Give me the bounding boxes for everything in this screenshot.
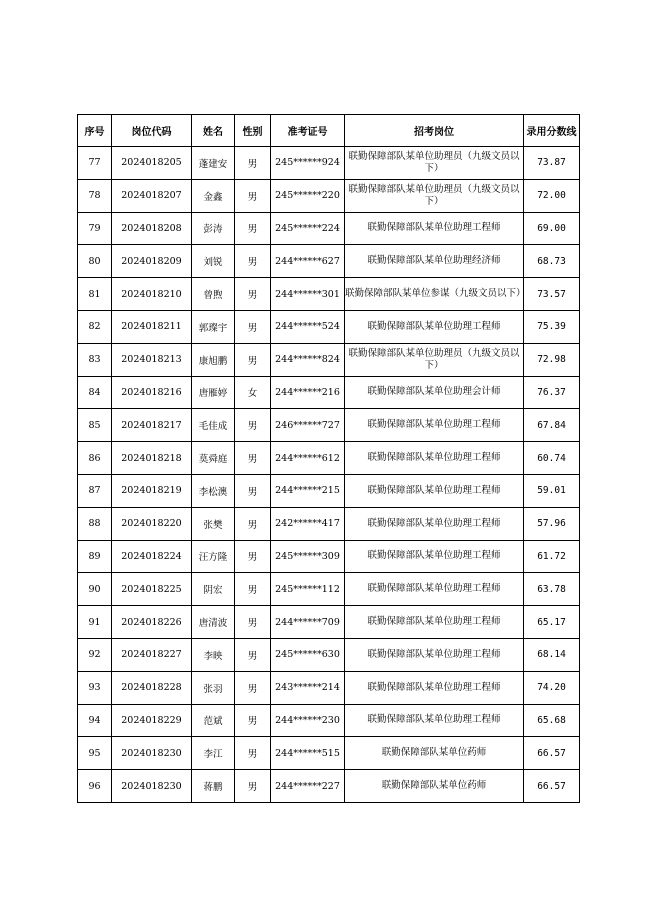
- candidate-gender: 男: [235, 507, 271, 540]
- table-row: [78, 245, 580, 278]
- admission-score: 73.87: [524, 147, 580, 180]
- row-number: 94: [78, 704, 112, 737]
- admission-score: 68.73: [524, 245, 580, 278]
- table-row: [78, 147, 580, 180]
- recruit-post: 联勤保障部队某单位助理工程师: [345, 212, 524, 245]
- admission-score: 60.74: [524, 442, 580, 475]
- candidate-name: 范斌: [192, 704, 235, 737]
- table-row: [78, 376, 580, 409]
- ticket-number: 244******612: [271, 442, 345, 475]
- candidate-gender: 男: [235, 606, 271, 639]
- row-number: 84: [78, 376, 112, 409]
- ticket-number: 245******630: [271, 638, 345, 671]
- admission-score: 66.57: [524, 737, 580, 770]
- table-row: [78, 179, 580, 212]
- recruit-post: 联勤保障部队某单位参谋（九级文员以下）: [345, 278, 524, 311]
- admission-score: 72.00: [524, 179, 580, 212]
- row-number: 95: [78, 737, 112, 770]
- admission-score: 63.78: [524, 573, 580, 606]
- admission-score: 75.39: [524, 310, 580, 343]
- candidate-gender: 男: [235, 278, 271, 311]
- candidate-name: 张羽: [192, 671, 235, 704]
- candidate-gender: 男: [235, 770, 271, 803]
- header-no: 序号: [78, 115, 112, 147]
- row-number: 90: [78, 573, 112, 606]
- position-code: 2024018209: [112, 245, 192, 278]
- table-row: [78, 671, 580, 704]
- candidate-name: 唐清波: [192, 606, 235, 639]
- ticket-number: 245******309: [271, 540, 345, 573]
- admission-score: 69.00: [524, 212, 580, 245]
- position-code: 2024018229: [112, 704, 192, 737]
- position-code: 2024018228: [112, 671, 192, 704]
- position-code: 2024018226: [112, 606, 192, 639]
- header-post: 招考岗位: [345, 115, 524, 147]
- candidate-name: 郭璨宇: [192, 310, 235, 343]
- ticket-number: 244******301: [271, 278, 345, 311]
- candidate-name: 彭涛: [192, 212, 235, 245]
- ticket-number: 244******215: [271, 474, 345, 507]
- admission-score: 72.98: [524, 343, 580, 376]
- row-number: 89: [78, 540, 112, 573]
- table-row: [78, 638, 580, 671]
- table-row: [78, 770, 580, 803]
- recruit-post: 联勤保障部队某单位药师: [345, 770, 524, 803]
- recruit-post: 联勤保障部队某单位助理工程师: [345, 442, 524, 475]
- table-row: [78, 507, 580, 540]
- ticket-number: 244******227: [271, 770, 345, 803]
- candidate-gender: 男: [235, 310, 271, 343]
- position-code: 2024018207: [112, 179, 192, 212]
- candidate-gender: 男: [235, 671, 271, 704]
- table-row: [78, 310, 580, 343]
- position-code: 2024018224: [112, 540, 192, 573]
- recruit-post: 联勤保障部队某单位助理工程师: [345, 409, 524, 442]
- position-code: 2024018211: [112, 310, 192, 343]
- position-code: 2024018210: [112, 278, 192, 311]
- position-code: 2024018218: [112, 442, 192, 475]
- position-code: 2024018208: [112, 212, 192, 245]
- header-row: [78, 115, 580, 147]
- recruit-post: 联勤保障部队某单位助理员（九级文员以下）: [345, 147, 524, 180]
- recruit-post: 联勤保障部队某单位助理工程师: [345, 573, 524, 606]
- candidate-gender: 男: [235, 212, 271, 245]
- table-row: [78, 704, 580, 737]
- candidate-gender: 男: [235, 245, 271, 278]
- row-number: 92: [78, 638, 112, 671]
- position-code: 2024018217: [112, 409, 192, 442]
- recruit-post: 联勤保障部队某单位助理工程师: [345, 507, 524, 540]
- recruit-post: 联勤保障部队某单位助理工程师: [345, 671, 524, 704]
- candidate-gender: 男: [235, 474, 271, 507]
- recruit-post: 联勤保障部队某单位助理会计师: [345, 376, 524, 409]
- candidate-gender: 男: [235, 179, 271, 212]
- position-code: 2024018213: [112, 343, 192, 376]
- ticket-number: 245******224: [271, 212, 345, 245]
- table-row: [78, 737, 580, 770]
- recruit-post: 联勤保障部队某单位药师: [345, 737, 524, 770]
- candidate-gender: 女: [235, 376, 271, 409]
- candidate-name: 蒋鹏: [192, 770, 235, 803]
- table-row: [78, 540, 580, 573]
- candidate-name: 张樊: [192, 507, 235, 540]
- row-number: 80: [78, 245, 112, 278]
- header-name: 姓名: [192, 115, 235, 147]
- row-number: 91: [78, 606, 112, 639]
- recruit-post: 联勤保障部队某单位助理员（九级文员以下）: [345, 343, 524, 376]
- position-code: 2024018230: [112, 737, 192, 770]
- recruit-post: 联勤保障部队某单位助理经济师: [345, 245, 524, 278]
- header-score: 录用分数线: [524, 115, 580, 147]
- candidate-name: 蓬建安: [192, 147, 235, 180]
- candidate-name: 阴宏: [192, 573, 235, 606]
- recruit-post: 联勤保障部队某单位助理工程师: [345, 310, 524, 343]
- position-code: 2024018216: [112, 376, 192, 409]
- row-number: 78: [78, 179, 112, 212]
- table-row: [78, 343, 580, 376]
- candidate-name: 刘锐: [192, 245, 235, 278]
- table-row: [78, 442, 580, 475]
- row-number: 79: [78, 212, 112, 245]
- row-number: 93: [78, 671, 112, 704]
- ticket-number: 242******417: [271, 507, 345, 540]
- row-number: 81: [78, 278, 112, 311]
- header-gender: 性别: [235, 115, 271, 147]
- candidate-name: 唐雁婷: [192, 376, 235, 409]
- ticket-number: 244******824: [271, 343, 345, 376]
- recruit-post: 联勤保障部队某单位助理工程师: [345, 606, 524, 639]
- candidate-name: 莫舜庭: [192, 442, 235, 475]
- admission-score: 67.84: [524, 409, 580, 442]
- candidate-gender: 男: [235, 573, 271, 606]
- ticket-number: 243******214: [271, 671, 345, 704]
- ticket-number: 245******220: [271, 179, 345, 212]
- row-number: 85: [78, 409, 112, 442]
- admission-score: 73.57: [524, 278, 580, 311]
- candidate-name: 汪方隆: [192, 540, 235, 573]
- recruit-post: 联勤保障部队某单位助理工程师: [345, 704, 524, 737]
- position-code: 2024018230: [112, 770, 192, 803]
- admission-score: 57.96: [524, 507, 580, 540]
- ticket-number: 244******515: [271, 737, 345, 770]
- row-number: 96: [78, 770, 112, 803]
- candidate-name: 李松澳: [192, 474, 235, 507]
- ticket-number: 245******112: [271, 573, 345, 606]
- ticket-number: 245******924: [271, 147, 345, 180]
- ticket-number: 244******230: [271, 704, 345, 737]
- table-row: [78, 474, 580, 507]
- candidate-gender: 男: [235, 638, 271, 671]
- recruit-post: 联勤保障部队某单位助理员（九级文员以下）: [345, 179, 524, 212]
- header-code: 岗位代码: [112, 115, 192, 147]
- position-code: 2024018227: [112, 638, 192, 671]
- admission-score: 65.17: [524, 606, 580, 639]
- candidate-gender: 男: [235, 442, 271, 475]
- admission-score: 61.72: [524, 540, 580, 573]
- table-row: [78, 573, 580, 606]
- ticket-number: 246******727: [271, 409, 345, 442]
- candidate-gender: 男: [235, 147, 271, 180]
- admission-score: 76.37: [524, 376, 580, 409]
- candidate-gender: 男: [235, 737, 271, 770]
- position-code: 2024018225: [112, 573, 192, 606]
- recruit-post: 联勤保障部队某单位助理工程师: [345, 638, 524, 671]
- results-table: [77, 114, 580, 803]
- position-code: 2024018219: [112, 474, 192, 507]
- row-number: 77: [78, 147, 112, 180]
- admission-score: 65.68: [524, 704, 580, 737]
- table-row: [78, 212, 580, 245]
- candidate-gender: 男: [235, 540, 271, 573]
- candidate-name: 金鑫: [192, 179, 235, 212]
- candidate-gender: 男: [235, 343, 271, 376]
- table-row: [78, 278, 580, 311]
- recruit-post: 联勤保障部队某单位助理工程师: [345, 540, 524, 573]
- row-number: 88: [78, 507, 112, 540]
- position-code: 2024018220: [112, 507, 192, 540]
- admission-score: 59.01: [524, 474, 580, 507]
- admission-score: 74.20: [524, 671, 580, 704]
- table-row: [78, 606, 580, 639]
- ticket-number: 244******216: [271, 376, 345, 409]
- table-row: [78, 409, 580, 442]
- admission-score: 68.14: [524, 638, 580, 671]
- admission-score: 66.57: [524, 770, 580, 803]
- row-number: 82: [78, 310, 112, 343]
- candidate-name: 毛佳成: [192, 409, 235, 442]
- row-number: 83: [78, 343, 112, 376]
- ticket-number: 244******524: [271, 310, 345, 343]
- candidate-name: 康旭鹏: [192, 343, 235, 376]
- candidate-gender: 男: [235, 409, 271, 442]
- candidate-gender: 男: [235, 704, 271, 737]
- recruit-post: 联勤保障部队某单位助理工程师: [345, 474, 524, 507]
- header-ticket: 准考证号: [271, 115, 345, 147]
- row-number: 87: [78, 474, 112, 507]
- row-number: 86: [78, 442, 112, 475]
- position-code: 2024018205: [112, 147, 192, 180]
- ticket-number: 244******627: [271, 245, 345, 278]
- candidate-name: 曾煦: [192, 278, 235, 311]
- ticket-number: 244******709: [271, 606, 345, 639]
- candidate-name: 李映: [192, 638, 235, 671]
- candidate-name: 李江: [192, 737, 235, 770]
